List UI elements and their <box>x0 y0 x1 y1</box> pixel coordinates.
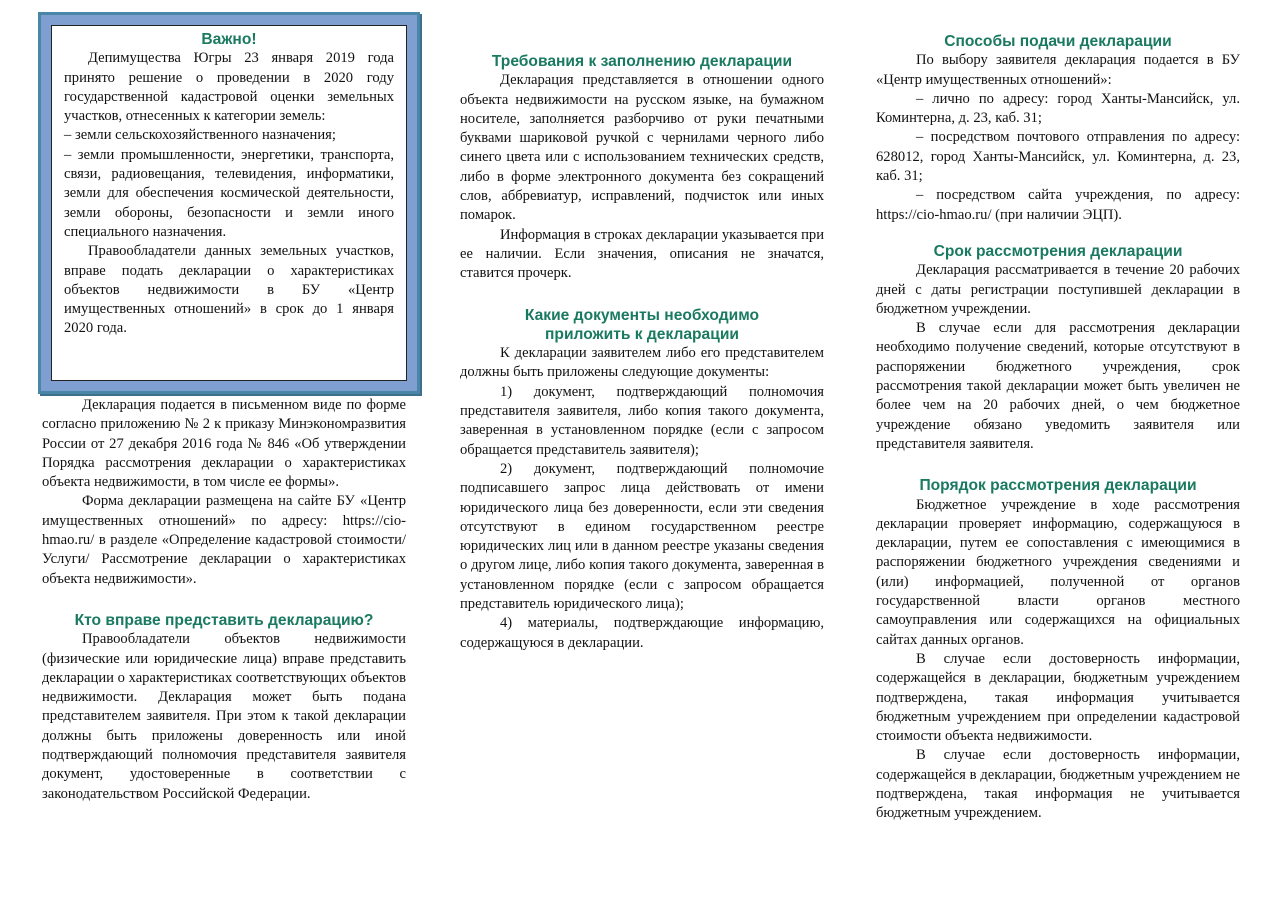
right-paragraph-1: По выбору заявителя декларация подается в БУ «Центр имущественных отношений»: <box>876 52 1240 88</box>
submission-methods-heading: Способы подачи декларации <box>944 33 1172 50</box>
document-list-item-4: 4) материалы, подтверждающие информацию, содержащуюся в декларации. <box>460 615 824 651</box>
right-paragraph-2: Декларация рассматривается в течение 20 рабочих дней с даты регистрации поступившей декларации в бюджетном учреждении. <box>876 262 1240 317</box>
submission-method-item-3: – посредством сайта учреждения, по адресу: https://cio-hmao.ru/ (при наличии ЭЦП). <box>876 187 1240 223</box>
right-column <box>876 32 1240 824</box>
important-list-item-1: – земли сельскохозяйственного назначения; <box>64 127 336 144</box>
attached-documents-heading <box>460 306 824 345</box>
middle-paragraph-1: Декларация представляется в отношении одного объекта недвижимости на русском языке, на бумажном носителе, заполняется разборчиво от руки печатными буквами шариковой ручкой с чернилами черного либо синего цвета или с использованием технических средств, либо в форме электронного документа без сокращений слов, аббревиатур, исправлений, подчисток или иных помарок. <box>460 72 824 224</box>
important-notice-frame <box>38 12 420 394</box>
submission-method-item-2: – посредством почтового отправления по адресу: 628012, город Ханты-Мансийск, ул. Коминтерна, д. 23, каб. 31; <box>876 129 1240 185</box>
left-paragraph-2: Форма декларации размещена на сайте БУ «Центр имущественных отношений» по адресу: https://cio-hmao.ru/ в разделе «Определение кадастровой стоимости/Услуги/ Рассмотрение декларации о характеристиках объекта недвижимости». <box>42 493 406 587</box>
attached-documents-heading-line-1: Какие документы необходимо <box>524 306 760 324</box>
right-paragraph-3: В случае если для рассмотрения декларации необходимо получение сведений, которые отсутствуют в распоряжении бюджетного учреждения, срок рассмотрения такой декларации может быть увеличен не более чем на 20 рабочих дней, о чем бюджетное учреждение обязано уведомить заявителя или представителя заявителя. <box>876 320 1240 452</box>
document-list-item-2: 2) документ, подтверждающий полномочие подписавшего запрос лица действовать от имени юридического лица без доверенности, если эти сведения отсутствуют в едином государственном реестре юридических лиц или в данном реестре указаны сведения о другом лице, либо копия такого документа, заверенная в установленном порядке (если с запросом обращается представитель юридического лица); <box>460 460 824 613</box>
who-may-submit-heading: Кто вправе представить декларацию? <box>74 611 374 629</box>
right-paragraph-6: В случае если достоверность информации, содержащейся в декларации, бюджетным учреждением не подтверждена, такая информация не учитывается бюджетным учреждением. <box>876 747 1240 822</box>
submission-method-item-1: – лично по адресу: город Ханты-Мансийск, ул. Коминтерна, д. 23, каб. 31; <box>876 90 1240 127</box>
important-notice-box <box>51 25 407 381</box>
middle-column <box>460 52 824 653</box>
middle-paragraph-2: Информация в строках декларации указывается при ее наличии. Если значения, описания не значатся, ставится прочерк. <box>460 226 825 282</box>
important-paragraph-1: Депимущества Югры 23 января 2019 года принято решение о проведении в 2020 году государственной кадастровой оценки земельных участков, отнесенных к категории земель: <box>64 50 394 125</box>
left-paragraph-3: Правообладатели объектов недвижимости (физические или юридические лица) вправе представить декларации о характеристиках соответствующих объектов недвижимости. Декларация может быть подана представителем заявителя. При этом к такой декларации должны быть приложены доверенность или иной подтверждающий полномочия представителя заявителя документ, удостоверенные в соответствии с законодательством Российской Федерации. <box>42 631 406 802</box>
right-paragraph-5: В случае если достоверность информации, содержащейся в декларации, бюджетным учреждением подтверждена, такая информация учитывается бюджетным учреждением при определении кадастровой стоимости объекта недвижимости. <box>876 650 1240 745</box>
important-paragraph-2: Правообладатели данных земельных участков, вправе подать декларации о характеристиках объектов недвижимости в БУ «Центр имущественных отношений» в срок до 1 января 2020 года. <box>64 243 394 337</box>
filling-requirements-heading: Требования к заполнению декларации <box>491 53 793 70</box>
important-title: Важно! <box>201 31 257 48</box>
right-paragraph-4: Бюджетное учреждение в ходе рассмотрения декларации проверяет информацию, содержащуюся в декларации, путем ее сопоставления с имеющимися в распоряжении бюджетного учреждения сведениями и (или) информацией, полученной от органов государственной власти органов местного самоуправления или содержащихся на официальных сайтах данных органов. <box>876 496 1240 648</box>
document-list-item-1: 1) документ, подтверждающий полномочия представителя заявителя, либо копия такого документа, заверенная в установленном порядке (если с запросом обращается представитель заявителя); <box>460 383 824 458</box>
review-procedure-heading: Порядок рассмотрения декларации <box>919 477 1197 495</box>
review-period-heading: Срок рассмотрения декларации <box>933 242 1183 260</box>
middle-paragraph-3: К декларации заявителем либо его представителем должны быть приложены следующие документы: <box>460 345 824 381</box>
important-list-item-2: – земли промышленности, энергетики, транспорта, связи, радиовещания, телевидения, информатики, земли для обеспечения космической деятельности, земли обороны, безопасности и земли иного специального назначения. <box>64 146 394 240</box>
left-column <box>42 396 406 804</box>
attached-documents-heading-line-2: приложить к декларации <box>545 325 739 343</box>
left-paragraph-1: Декларация подается в письменном виде по форме согласно приложению № 2 к приказу Минэкономразвития России от 27 декабря 2016 года № 846 «Об утверждении Порядка рассмотрения декларации о характеристиках объекта недвижимости, в том числе ее формы». <box>42 397 406 491</box>
